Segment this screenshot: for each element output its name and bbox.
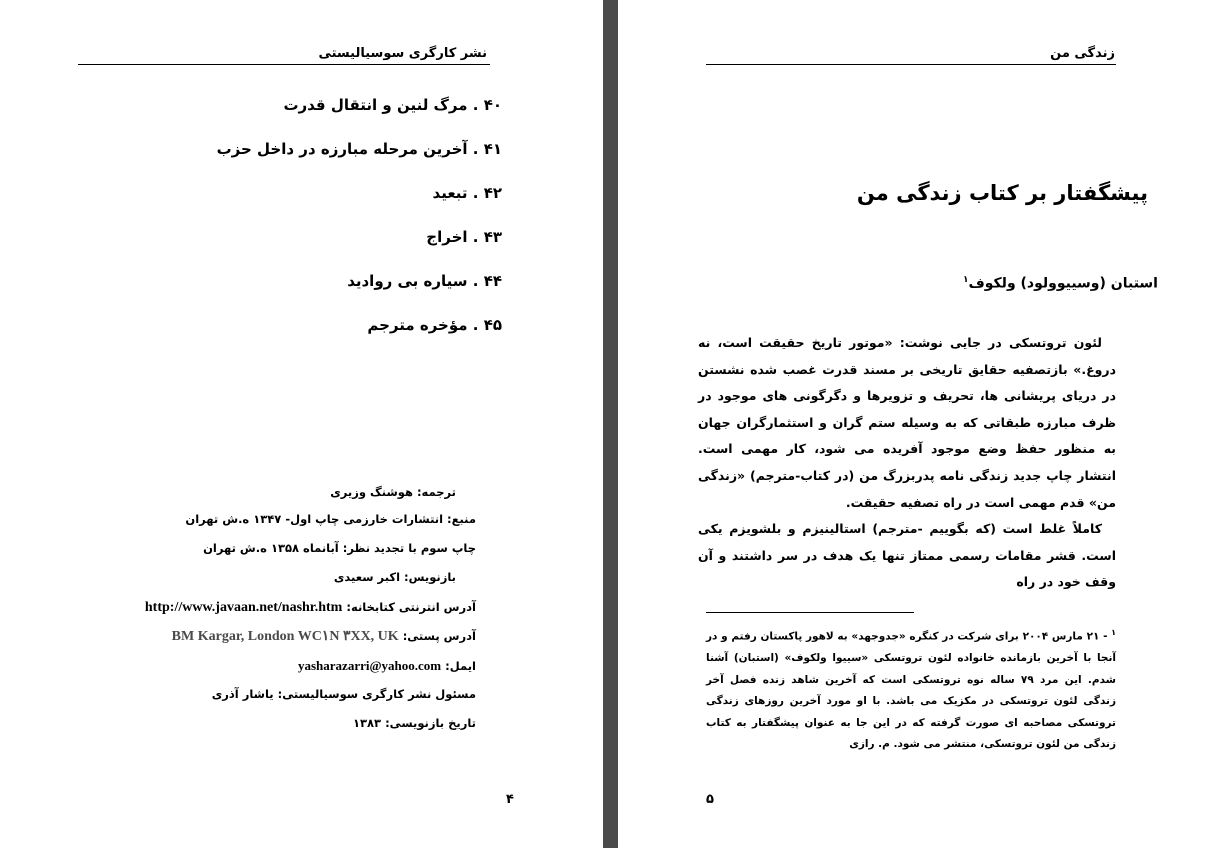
right-page — [618, 0, 1211, 848]
body-text — [698, 330, 1116, 596]
left-running-header: نشر کارگری سوسیالیستی — [318, 46, 487, 61]
paragraph: کاملاً غلط است (که بگوییم -مترجم) استالینیزم و بلشویزم یکی است. قشر مقامات رسمی ممتاز تنها یک هدف در سر داشتند و آن وقف خود در راه — [698, 521, 1116, 590]
retyped-by-credit: بازنویس: اکبر سعیدی — [333, 570, 456, 584]
edition-credit: چاپ سوم با تجدید نظر: آبانماه ۱۳۵۸ ه.ش تهران — [203, 541, 476, 555]
translator-credit: ترجمه: هوشنگ وزیری — [330, 485, 456, 499]
email-address — [36, 658, 476, 687]
postal-address — [36, 629, 476, 658]
list-item: ۴۰ . مرگ لنین و انتقال قدرت — [283, 96, 502, 114]
retype-date: تاریخ بازنویسی: ۱۳۸۳ — [353, 716, 476, 730]
left-header-rule — [78, 64, 490, 65]
footnote-text: - ۲۱ مارس ۲۰۰۴ برای شرکت در کنگره «جدوجهد» به لاهور پاکستان رفتم و در آنجا با آخرین بازمانده خانواده لئون تروتسکی «سییوا ولکوف» (استبان) آشنا شدم. این مرد ۷۹ ساله نوه تروتسکی است که آخرین شاهد زنده فصل آخر زندگی لئون تروتسکی در مکزیک می باشد. با او مورد آخرین روزهای زندگی تروتسکی مصاحبه ای صورت گرفته که در این جا به عنوان پیشگفتار به کتاب زندگی من لئون تروتسکی، منتشر می شود. م. رازی — [706, 630, 1116, 750]
right-header-rule — [706, 64, 1116, 65]
publication-credits — [36, 485, 476, 745]
email-link[interactable]: yasharazarri@yahoo.com — [297, 658, 442, 673]
author-name: استبان (وسییوولود) ولکوف — [968, 275, 1158, 292]
source-credit: منبع: انتشارات خارزمی چاپ اول- ۱۳۴۷ ه.ش تهران — [185, 512, 476, 526]
postal-address-value: BM Kargar, London WC۱N ۳XX, UK — [171, 629, 399, 644]
contents-list — [72, 92, 502, 356]
library-address — [36, 600, 476, 629]
footnote — [706, 622, 1116, 756]
footnote-rule — [706, 612, 914, 613]
left-page — [0, 0, 603, 848]
chapter-title: پیشگفتار بر کتاب زندگی من — [856, 181, 1148, 205]
list-item: ۴۲ . تبعید — [432, 184, 502, 202]
author-footnote-mark: ۱ — [963, 275, 969, 285]
publisher-responsible: مسئول نشر کارگری سوسیالیستی: یاشار آذری — [211, 687, 476, 701]
left-page-number: ۴ — [506, 792, 514, 807]
library-label: آدرس انترنتی کتابخانه: — [346, 600, 476, 614]
list-item: ۴۳ . اخراج — [426, 228, 502, 246]
list-item: ۴۱ . آخرین مرحله مبارزه در داخل حزب — [216, 140, 502, 158]
author-line — [818, 270, 1158, 294]
list-item: ۴۴ . سیاره بی روادید — [347, 272, 502, 290]
book-gutter — [603, 0, 618, 848]
postal-label: آدرس پستی: — [402, 629, 476, 643]
footnote-mark: ۱ — [1111, 628, 1117, 637]
library-link[interactable]: http://www.javaan.net/nashr.htm — [144, 600, 343, 615]
email-label: ایمل: — [445, 659, 476, 673]
list-item: ۴۵ . مؤخره مترجم — [367, 316, 502, 334]
right-running-header: زندگی من — [1050, 46, 1115, 61]
right-page-number: ۵ — [706, 792, 714, 807]
paragraph: لئون تروتسکی در جایی نوشت: «موتور تاریخ حقیقت است، نه دروغ.» بازتصفیه حقایق تاریخی بر مسند قدرت غصب شده نشستن در دریای پریشانی ها، تحریف و تزویرها و دگرگونی های موجود در ظرف مبارزه طبقاتی که به وسیله ستم گران و استثمارگران جهان به منظور حفظ وضع موجود آفریده می شود، کار مهمی است. انتشار چاپ جدید زندگی نامه پدربزرگ من (در کتاب-مترجم) «زندگی من» قدم مهمی است در راه تصفیه حقیقت. — [698, 335, 1116, 510]
